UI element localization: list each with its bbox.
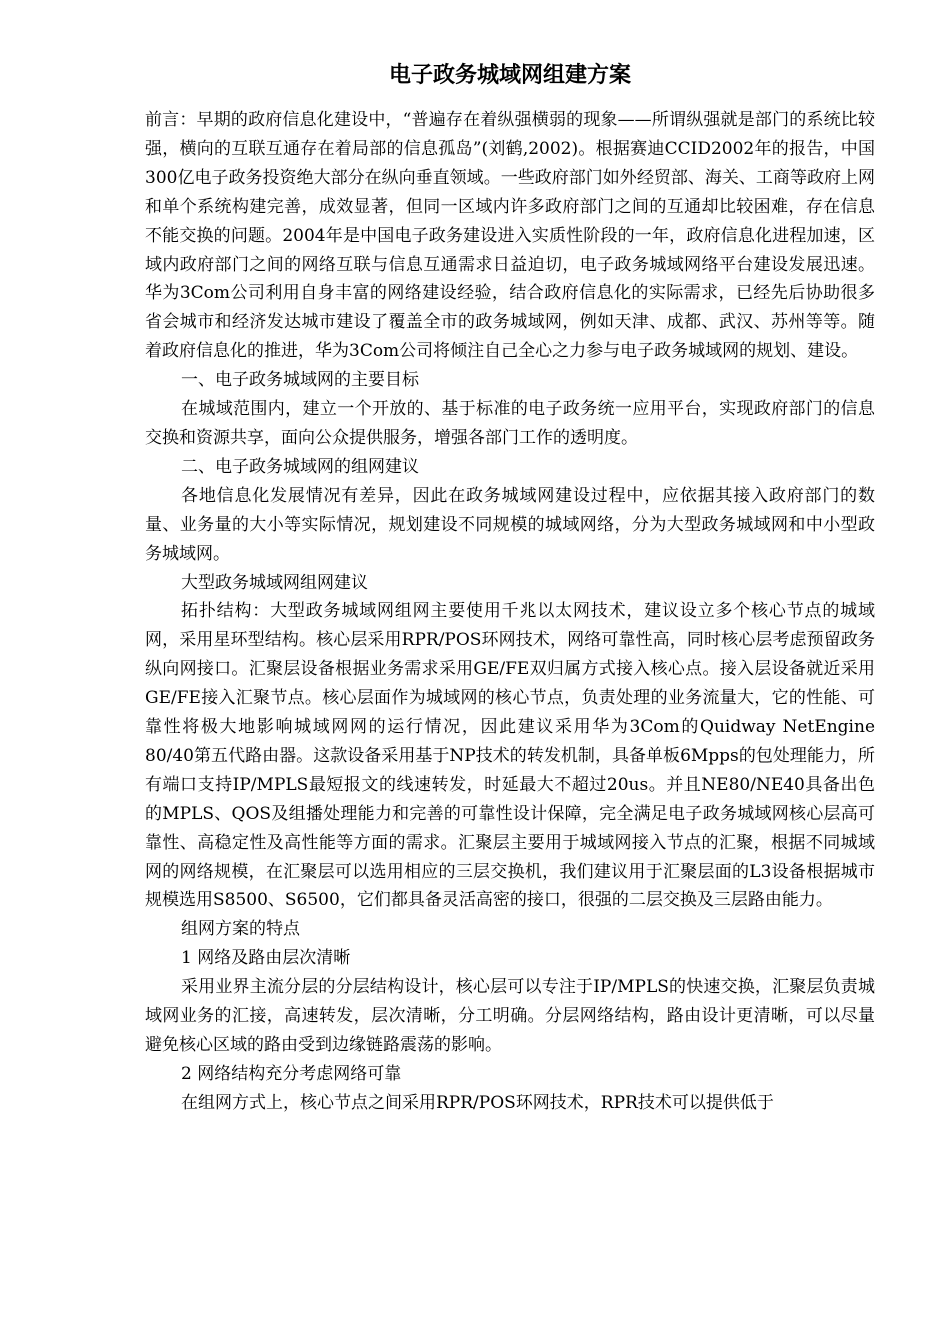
paragraph-preface: 前言：早期的政府信息化建设中，“普遍存在着纵强横弱的现象——所谓纵强就是部门的系统比较强，横向的互联互通存在着局部的信息孤岛”(刘鹤,2002)。根据赛迪CCID2002年的报告，中国300亿电子政务投资绝大部分在纵向垂直领域。一些政府部门如外经贸部、海关、工商等政府上网和单个系统构建完善，成效显著，但同一区域内许多政府部门之间的互通却比较困难，存在信息不能交换的问题。2004年是中国电子政务建设进入实质性阶段的一年，政府信息化进程加速，区域内政府部门之间的网络互联与信息互通需求日益迫切，电子政务城域网络平台建设发展迅速。华为3Com公司利用自身丰富的网络建设经验，结合政府信息化的实际需求，已经先后协助很多省会城市和经济发达城市建设了覆盖全市的政务城域网，例如天津、成都、武汉、苏州等等。随着政府信息化的推进，华为3Com公司将倾注自己全心之力参与电子政务城域网的规划、建设。 xyxy=(145,110,875,362)
document-body xyxy=(145,106,875,1118)
paragraph-main-goal: 在城域范围内，建立一个开放的、基于标准的电子政务统一应用平台，实现政府部门的信息交换和资源共享，面向公众提供服务，增强各部门工作的透明度。 xyxy=(145,399,875,448)
heading-large-network: 大型政务城域网组网建议 xyxy=(181,572,368,593)
paragraph-topology: 拓扑结构：大型政务城域网组网主要使用千兆以太网技术，建议设立多个核心节点的城域网，采用星环型结构。核心层采用RPR/POS环网技术，网络可靠性高，同时核心层考虑预留政务纵向网接口。汇聚层设备根据业务需求采用GE/FE双归属方式接入核心点。接入层设备就近采用GE/FE接入汇聚节点。核心层面作为城域网的核心节点，负责处理的业务流量大，它的性能、可靠性将极大地影响城域网网的运行情况，因此建议采用华为3Com的Quidway NetEngine 80/40第五代路由器。这款设备采用基于NP技术的转发机制，具备单板6Mpps的包处理能力，所有端口支持IP/MPLS最短报文的线速转发，时延最大不超过20us。并且NE80/NE40具备出色的MPLS、QOS及组播处理能力和完善的可靠性设计保障，完全满足电子政务城域网核心层高可靠性、高稳定性及高性能等方面的需求。汇聚层主要用于城域网接入节点的汇聚，根据不同城域网的网络规模，在汇聚层可以选用相应的三层交换机，我们建议用于汇聚层面的L3设备根据城市规模选用S8500、S6500，它们都具备灵活高密的接口，很强的二层交换及三层路由能力。 xyxy=(145,601,875,911)
heading-network-suggestion: 二、电子政务城域网的组网建议 xyxy=(181,456,419,477)
document-title: 电子政务城域网组建方案 xyxy=(388,62,631,88)
heading-features: 组网方案的特点 xyxy=(181,919,300,940)
paragraph-network-suggestion: 各地信息化发展情况有差异，因此在政务城域网建设过程中，应依据其接入政府部门的数量、业务量的大小等实际情况，规划建设不同规模的城域网络，分为大型政务城域网和中小型政务城域网。 xyxy=(145,485,875,564)
heading-feature-1: 1 网络及路由层次清晰 xyxy=(181,948,351,969)
paragraph-feature-2: 在组网方式上，核心节点之间采用RPR/POS环网技术，RPR技术可以提供低于 xyxy=(181,1092,774,1113)
paragraph-feature-1: 采用业界主流分层的分层结构设计，核心层可以专注于IP/MPLS的快速交换，汇聚层负责城域网业务的汇接，高速转发，层次清晰，分工明确。分层网络结构，路由设计更清晰，可以尽量避免核心区域的路由受到边缘链路震荡的影响。 xyxy=(145,977,875,1055)
heading-feature-2: 2 网络结构充分考虑网络可靠 xyxy=(181,1063,402,1084)
heading-main-goal: 一、电子政务城域网的主要目标 xyxy=(181,370,419,391)
